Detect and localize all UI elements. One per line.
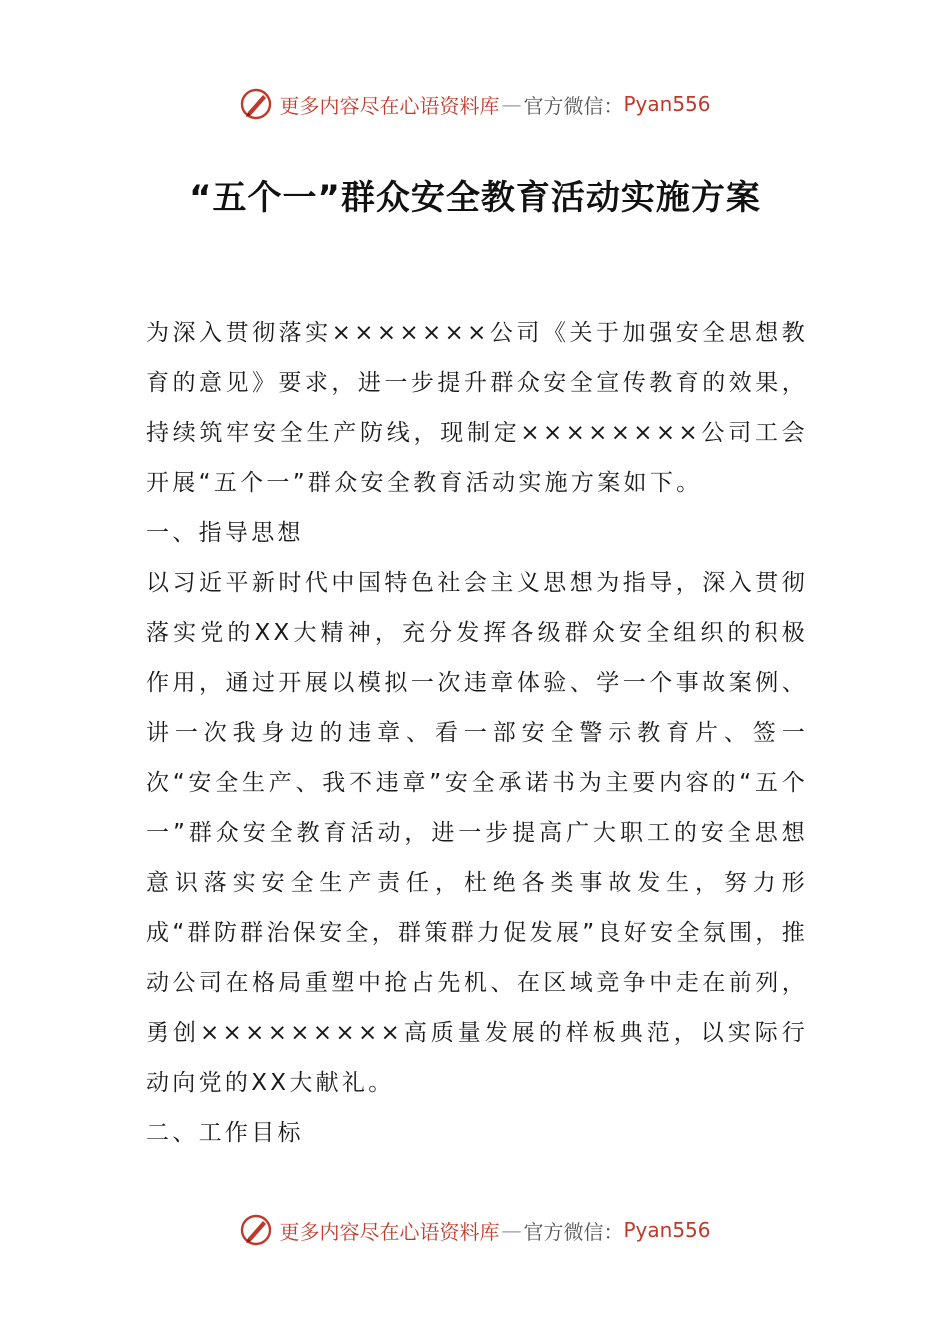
banner-wechat-id: Pyan556 (623, 92, 711, 116)
header-watermark-banner (0, 84, 950, 124)
banner-wechat-id: Pyan556 (623, 1218, 711, 1242)
banner-dash: — (501, 1218, 522, 1242)
section-heading-guiding-ideology: 一、指导思想 (146, 520, 304, 546)
banner-brand-text: 更多内容尽在心语资料库 (279, 1219, 500, 1244)
pen-logo-icon (239, 87, 273, 121)
banner-brand-text: 更多内容尽在心语资料库 (279, 93, 500, 118)
banner-official-label: 官方微信： (523, 93, 624, 118)
section-heading-work-goals: 二、工作目标 (146, 1120, 304, 1146)
footer-watermark-banner (0, 1210, 950, 1250)
intro-paragraph: 为深入贯彻落实×××××××公司《关于加强安全思想教育的意见》要求，进一步提升群众安全宣传教育的效果，持续筑牢安全生产防线，现制定××××××××公司工会开展“五个一”群众安全教育活动实施方案如下。 (146, 320, 808, 496)
pen-logo-icon (239, 1213, 273, 1247)
banner-dash: — (501, 92, 522, 116)
document-body (146, 308, 808, 1158)
banner-official-label: 官方微信： (523, 1219, 624, 1244)
guiding-ideology-paragraph: 以习近平新时代中国特色社会主义思想为指导，深入贯彻落实党的XX大精神，充分发挥各级群众安全组织的积极作用，通过开展以模拟一次违章体验、学一个事故案例、讲一次我身边的违章、看一部安全警示教育片、签一次“安全生产、我不违章”安全承诺书为主要内容的“五个一”群众安全教育活动，进一步提高广大职工的安全思想意识落实安全生产责任，杜绝各类事故发生，努力形成“群防群治保安全，群策群力促发展”良好安全氛围，推动公司在格局重塑中抢占先机、在区域竞争中走在前列，勇创×××××××××高质量发展的样板典范，以实际行动向党的XX大献礼。 (146, 570, 808, 1096)
document-title: “五个一”群众安全教育活动实施方案 (189, 178, 761, 218)
